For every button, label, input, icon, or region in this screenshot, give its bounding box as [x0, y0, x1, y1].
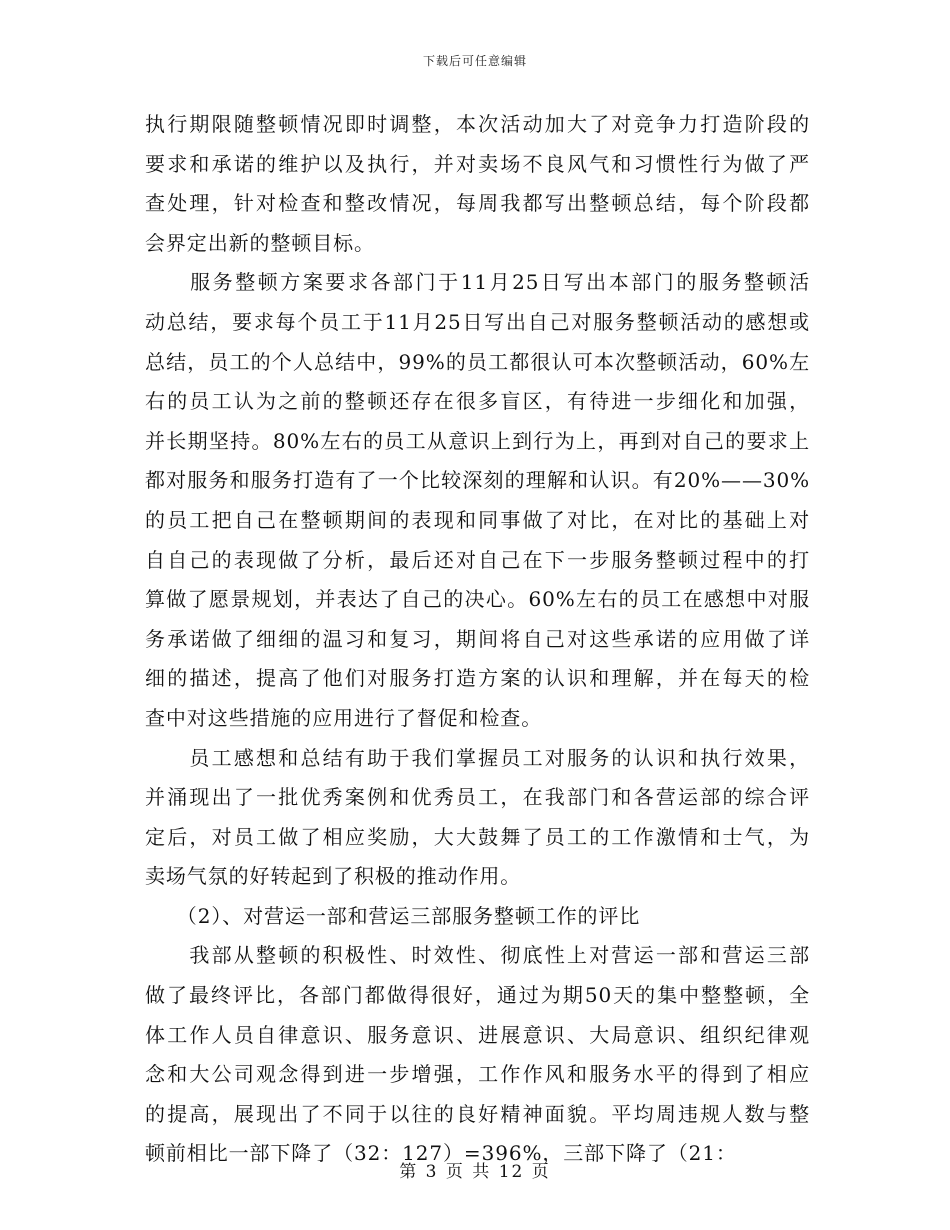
text-line: 右的员工认为之前的整顿还存在很多盲区，有待进一步细化和加强，	[145, 389, 810, 414]
text-line: 查中对这些措施的应用进行了督促和检查。	[145, 705, 543, 730]
text-line: 都对服务和服务打造有了一个比较深刻的理解和认识。有20%——30%	[145, 468, 810, 493]
text-line: 定后，对员工做了相应奖励，大大鼓舞了员工的工作激情和士气，为	[145, 824, 810, 849]
text-line: 务承诺做了细细的温习和复习，期间将自己对这些承诺的应用做了详	[145, 626, 810, 651]
text-line: 会界定出新的整顿目标。	[145, 230, 375, 255]
text-line: 执行期限随整顿情况即时调整，本次活动加大了对竞争力打造阶段的	[145, 112, 810, 136]
text-line: 算做了愿景规划，并表达了自己的决心。60%左右的员工在感想中对服	[145, 587, 810, 612]
text-line: 我部从整顿的积极性、时效性、彻底性上对营运一部和营运三部	[145, 943, 810, 968]
text-line: 的提高，展现出了不同于以往的良好精神面貌。平均周违规人数与整	[145, 1101, 810, 1126]
text-line: 总结，员工的个人总结中，99%的员工都很认可本次整顿活动，60%左	[145, 349, 810, 374]
page-header: 下载后可任意编辑	[422, 54, 527, 68]
text-line: 员工感想和总结有助于我们掌握员工对服务的认识和执行效果，	[145, 745, 810, 770]
text-line: 体工作人员自律意识、服务意识、进展意识、大局意识、组织纪律观	[145, 1022, 810, 1047]
text-line: 的员工把自己在整顿期间的表现和同事做了对比，在对比的基础上对	[145, 507, 810, 532]
text-line: 动总结，要求每个员工于11月25日写出自己对服务整顿活动的感想或	[145, 309, 810, 334]
text-line: 并长期坚持。80%左右的员工从意识上到行为上，再到对自己的要求上	[145, 428, 810, 453]
page-number-footer: 第 3 页 共 12 页	[399, 1162, 551, 1182]
text-line: 要求和承诺的维护以及执行，并对卖场不良风气和习惯性行为做了严	[145, 151, 810, 176]
text-line: 顿前相比一部下降了（32：127）=396%，三部下降了（21：	[145, 1141, 737, 1166]
document-body	[145, 105, 810, 1174]
text-line: 念和大公司观念得到进一步增强，工作作风和服务水平的得到了相应	[145, 1062, 810, 1087]
text-line: 服务整顿方案要求各部门于11月25日写出本部门的服务整顿活	[145, 270, 810, 295]
text-line: 并涌现出了一批优秀案例和优秀员工，在我部门和各营运部的综合评	[145, 785, 810, 810]
text-line: 卖场气氛的好转起到了积极的推动作用。	[145, 864, 522, 889]
section-heading: （2）、对营运一部和营运三部服务整顿工作的评比	[145, 903, 641, 928]
text-line: 自自己的表现做了分析，最后还对自己在下一步服务整顿过程中的打	[145, 547, 810, 572]
text-line: 做了最终评比，各部门都做得很好，通过为期50天的集中整整顿，全	[145, 983, 810, 1008]
text-line: 细的描述，提高了他们对服务打造方案的认识和理解，并在每天的检	[145, 666, 810, 691]
text-line: 查处理，针对检查和整改情况，每周我都写出整顿总结，每个阶段都	[145, 191, 810, 216]
